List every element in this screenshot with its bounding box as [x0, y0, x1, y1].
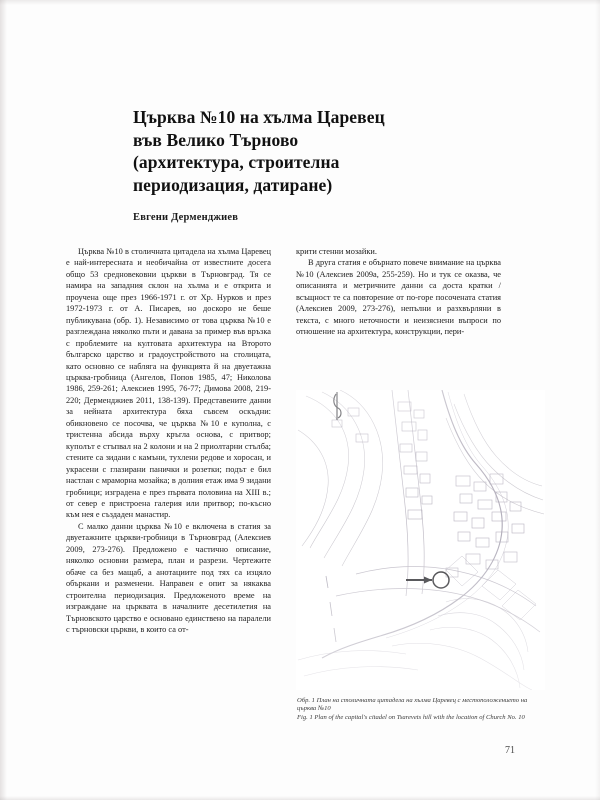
paragraph: С малко данни църква №10 е включена в статия за двуетажните църкви-гробници в Търновград (Алексиев 2009, 273-276). Предложено е частично описание, няколко основни размера, план и разрези. Чертежите обаче са без мащаб, а анотациите под тях са изцяло объркани и разменени. Направен е опит за някаква строителна периодизация. Предложеното време на изграждане на църквата в началните десетилетия на Търновското царство е основано единствено на паралели с търновски църкви, в които са от-: [66, 521, 271, 634]
scan-edge-shadow-left: [0, 0, 7, 800]
body-column-left: [66, 246, 271, 635]
figure-caption-en: Fig. 1 Plan of the capital's citadel on Tsarevets hill with the location of Church No. 10: [297, 713, 525, 721]
article-title: [133, 106, 463, 196]
article-title-line-4: периодизация, датиране): [133, 174, 333, 195]
scan-edge-shadow-right: [595, 0, 600, 800]
paragraph: крити стенни мозайки.: [296, 247, 377, 256]
paragraph: В друга статия е обърнато повече внимание на църква №10 (Алексиев 2009а, 255-259). Но и тук се оказва, че описанията и метричните данни са доста кратки /всъщност те са повторение от по-горе посочената статия (Алексиев 2009, 273-276), непълни и разхвърляни в текста, с много неточности и неизяснени въпроси по отношение на архитектура, конструкции, пери-: [296, 258, 501, 337]
article-title-line-1: Църква №10 на хълма Царевец: [133, 107, 385, 127]
body-column-right: [296, 246, 501, 338]
figure-caption-bg: Обр. 1 План на столичната цитадела на хълма Царевец с местоположението на църква №10: [297, 697, 528, 713]
paragraph: Църква №10 в столичната цитадела на хълма Царевец е най-интересната и необичайна от известните досега общо 53 средновековни църкви в Търновград. Тя се намира на западния склон на хълма и е открита и проучена още през 1966-1971 г. от Хр. Нурков и през 1972-1973 г. от А. Писарев, но доскоро не беше публикувана (обр. 1). Независимо от това църква №10 е разглеждана няколко пъти и давана за пример във връзка с проблемите на култовата архитектура на Второто българско царство и градоустройството на столицата, като основно се набляга на функцията й на двуетажна църква-гробница (Ангелов, Попов 1985, 47; Николова 1986, 259-261; Алексиев 1995, 76-77; Димова 2008, 219-220; Дерменджиев 2011, 138-139). Представените данни за нейната архитектура бяха съвсем оскъдни: обикновено се посочва, че църква №10 е куполна, с тристенна абсида върху кръгла основа, с притвор; куполът е стъпвал на 2 колони и на 2 приолтарни стълба; стените са зидани с камъни, тухлени редове и хоросан, и украсени с глазирани панички и розетки; подът е бил настлан с мраморна мозайка; в долния етаж има 9 зидани гробници; изградена е през първата половина на XIII в.; от север е пристроена галерия или притвор; по-късно към нея е създаден манастир.: [66, 247, 271, 520]
figure-image: [296, 390, 545, 690]
article-title-line-3: (архитектура, строителна: [133, 152, 340, 172]
article-author: Евгени Дерменджиев: [133, 212, 239, 223]
page-number: 71: [505, 745, 515, 756]
article-title-line-2: във Велико Търново: [133, 129, 299, 150]
figure-caption: [297, 697, 547, 722]
scan-edge-shadow-bottom: [0, 796, 600, 800]
scan-edge-shadow-top: [0, 0, 600, 5]
figure-plan-of-tsarevets-citadel: [296, 390, 545, 690]
